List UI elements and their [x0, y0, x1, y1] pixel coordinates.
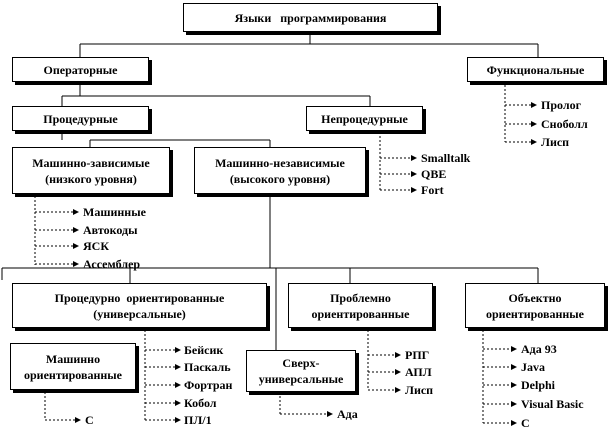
lang-label: Java — [521, 360, 545, 374]
lang-label: Лисп — [541, 135, 570, 149]
lang-label: Fort — [421, 183, 444, 197]
lang-label: Лисп — [405, 383, 434, 397]
lang-label: АПЛ — [405, 365, 432, 379]
lang-label: Smalltalk — [421, 151, 471, 165]
lang-label: Автокоды — [83, 223, 138, 237]
lang-label: С — [85, 413, 94, 427]
lang-label: Delphi — [521, 378, 556, 392]
node-procedure-oriented: Процедурно ориентированные (универсальные) — [12, 283, 267, 328]
node-programming-languages: Языки программирования — [183, 3, 438, 32]
node-machine-oriented: Машинно ориентированные — [10, 343, 136, 390]
lang-label: РПГ — [405, 348, 430, 362]
node-operator: Операторные — [12, 57, 149, 82]
node-problem-oriented: Проблемно ориентированные — [288, 283, 433, 328]
lang-label: QBE — [421, 167, 447, 181]
lang-label: Ада — [337, 407, 358, 421]
node-machine-independent: Машинно-независимые (высокого уровня) — [194, 147, 366, 194]
lang-label: Ассемблер — [83, 257, 141, 271]
lang-label: Сноболл — [541, 117, 588, 131]
lang-label: Фортран — [184, 378, 233, 392]
lang-label: Машинные — [83, 205, 146, 219]
lang-label: Пролог — [541, 98, 582, 112]
node-procedural: Процедурные — [12, 106, 149, 131]
lang-label: ПЛ/1 — [184, 413, 212, 427]
lang-label: Visual Basic — [521, 397, 584, 411]
lang-label: ЯСК — [83, 239, 110, 253]
lang-label: Паскаль — [184, 360, 231, 374]
node-machine-dependent: Машинно-зависимые (низкого уровня) — [12, 147, 170, 194]
node-object-oriented: Объектно ориентированные — [465, 283, 605, 328]
lang-label: С — [521, 416, 530, 430]
node-functional: Функциональные — [467, 57, 604, 82]
node-super-universal: Сверх- универсальные — [246, 350, 356, 392]
node-nonprocedural: Непроцедурные — [306, 106, 423, 131]
lang-label: Ада 93 — [521, 342, 557, 356]
lang-label: Кобол — [184, 396, 217, 410]
lang-label: Бейсик — [184, 343, 224, 357]
